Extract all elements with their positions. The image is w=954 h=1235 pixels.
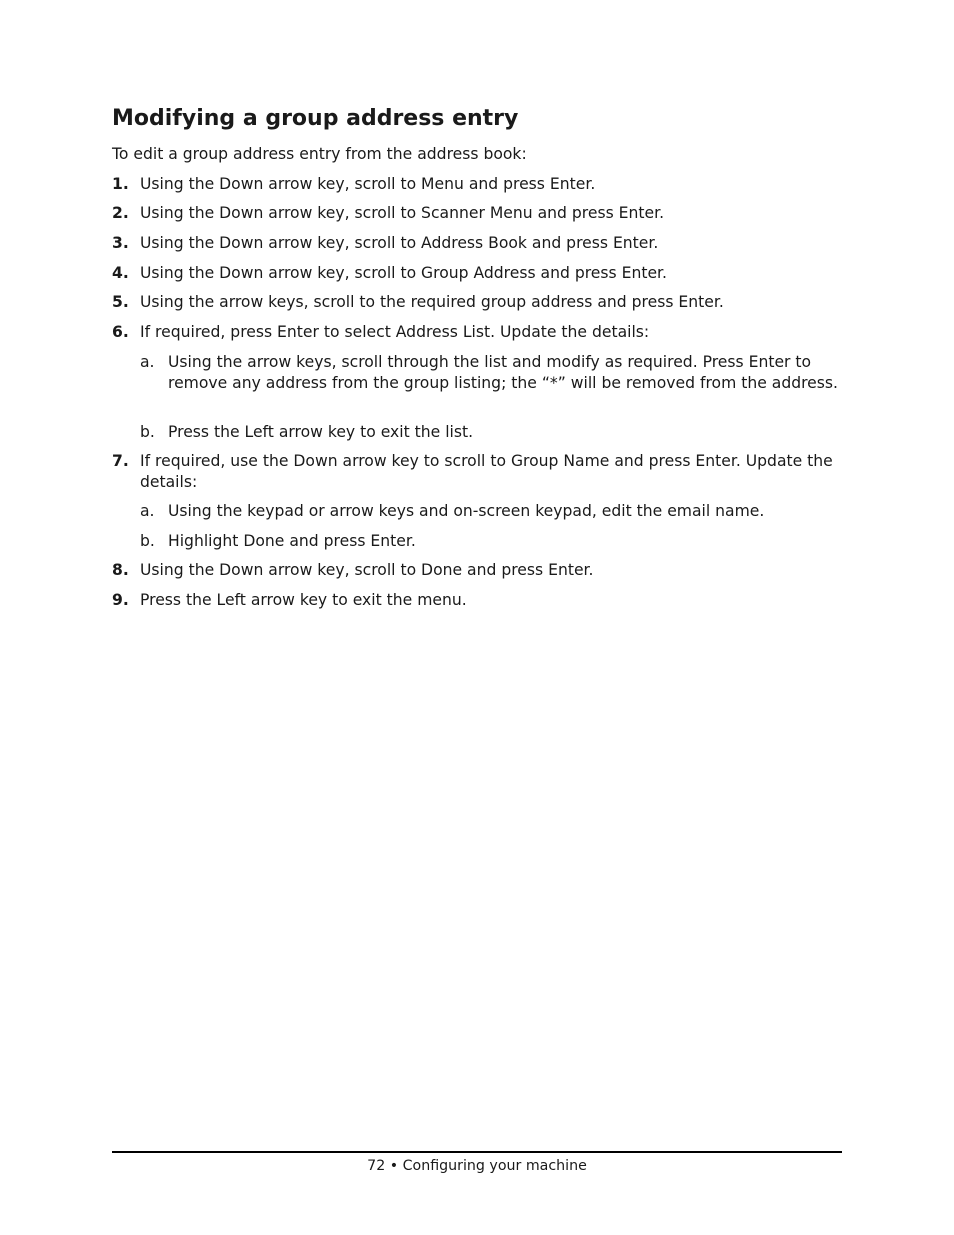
substep-text: Using the keypad or arrow keys and on-screen keypad, edit the email name. bbox=[168, 502, 765, 520]
step-text: Using the Down arrow key, scroll to Scanner Menu and press Enter. bbox=[140, 204, 665, 222]
substep-letter: a. bbox=[140, 502, 155, 520]
intro-text: To edit a group address entry from the address book: bbox=[112, 145, 527, 163]
footer-separator: • bbox=[389, 1158, 399, 1174]
step-number: 4. bbox=[112, 264, 129, 282]
page-number: 72 bbox=[367, 1158, 386, 1174]
step-number: 3. bbox=[112, 234, 129, 252]
step-number: 5. bbox=[112, 293, 129, 311]
substep-text: Press the Left arrow key to exit the list. bbox=[168, 423, 474, 441]
page-heading: Modifying a group address entry bbox=[112, 106, 519, 131]
page-footer bbox=[112, 1156, 842, 1176]
step-text: Press the Left arrow key to exit the menu. bbox=[140, 591, 467, 609]
step-number: 1. bbox=[112, 175, 129, 193]
footer-divider bbox=[112, 1151, 842, 1153]
step-number: 6. bbox=[112, 323, 129, 341]
step-text: Using the arrow keys, scroll to the required group address and press Enter. bbox=[140, 293, 724, 311]
step-text: If required, press Enter to select Address List. Update the details: bbox=[140, 323, 650, 341]
step-text: Using the Down arrow key, scroll to Done and press Enter. bbox=[140, 561, 594, 579]
step-text: Using the Down arrow key, scroll to Menu and press Enter. bbox=[140, 175, 596, 193]
substep-letter: a. bbox=[140, 353, 155, 371]
step-number: 8. bbox=[112, 561, 129, 579]
step-text: Using the Down arrow key, scroll to Group Address and press Enter. bbox=[140, 264, 667, 282]
substep-text: Highlight Done and press Enter. bbox=[168, 532, 416, 550]
section-title: Configuring your machine bbox=[402, 1158, 587, 1174]
substep-letter: b. bbox=[140, 423, 155, 441]
step-number: 9. bbox=[112, 591, 129, 609]
step-number: 7. bbox=[112, 452, 129, 470]
substep-text: Using the arrow keys, scroll through the list and modify as required. Press Enter to remove any address from the group listing; the “*” will be removed from the address. bbox=[168, 353, 838, 392]
step-text: If required, use the Down arrow key to scroll to Group Name and press Enter. Update the details: bbox=[140, 452, 833, 491]
substep-letter: b. bbox=[140, 532, 155, 550]
step-number: 2. bbox=[112, 204, 129, 222]
step-text: Using the Down arrow key, scroll to Address Book and press Enter. bbox=[140, 234, 659, 252]
